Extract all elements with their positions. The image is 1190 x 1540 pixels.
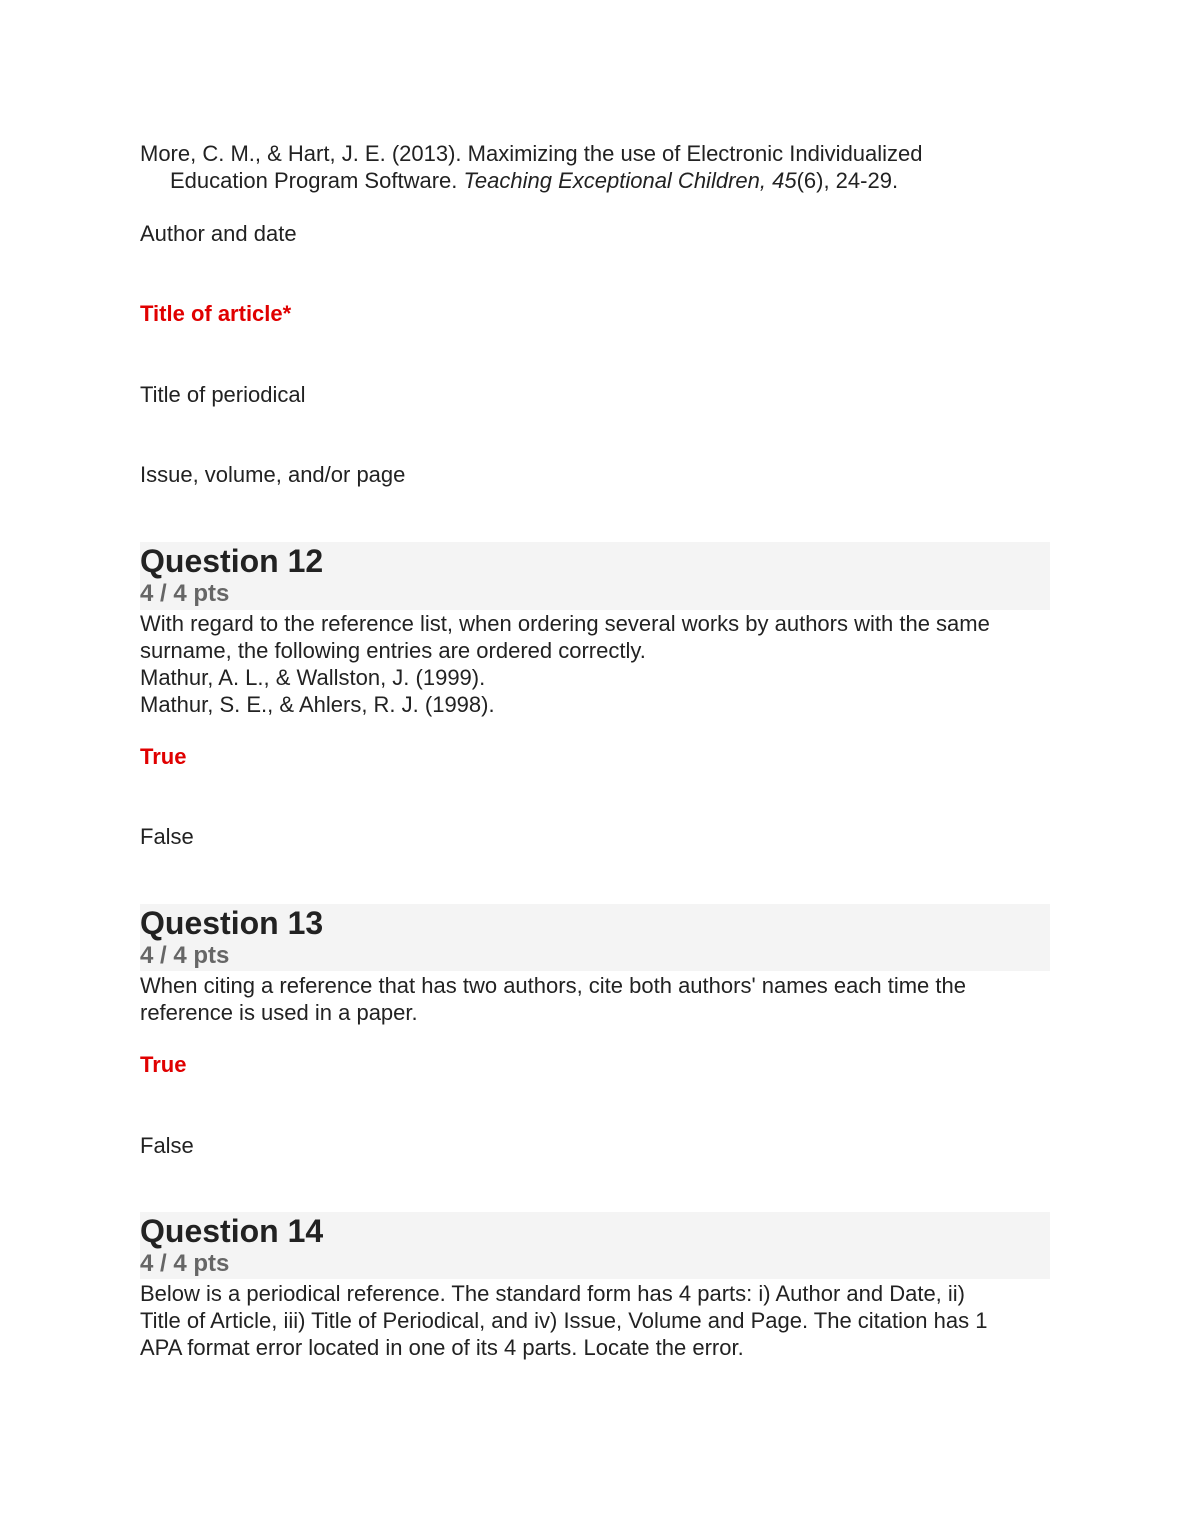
- question-12-prompt-line: surname, the following entries are ordered correctly.: [140, 638, 646, 663]
- question-14-points: 4 / 4 pts: [140, 1250, 230, 1277]
- question-13-title: Question 13: [140, 905, 324, 941]
- question-13-header: [140, 904, 1050, 971]
- reference-issue-pages-part: (6), 24-29.: [796, 168, 899, 193]
- question-14-prompt: [140, 1280, 1050, 1361]
- reference-title-part: Education Program Software.: [170, 168, 464, 193]
- question-13-prompt-line: reference is used in a paper.: [140, 1000, 418, 1025]
- q11-option-author-date[interactable]: Author and date: [140, 221, 297, 246]
- reference-citation-line-1: More, C. M., & Hart, J. E. (2013). Maximizing the use of Electronic Individualized: [140, 141, 923, 166]
- q13-option-false[interactable]: False: [140, 1133, 194, 1158]
- question-12-prompt-line: With regard to the reference list, when ordering several works by authors with the same: [140, 611, 990, 636]
- question-12-header: [140, 542, 1050, 610]
- reference-citation-line-2: [170, 167, 898, 194]
- question-12-entry-line: Mathur, S. E., & Ahlers, R. J. (1998).: [140, 692, 495, 717]
- question-13-points: 4 / 4 pts: [140, 942, 230, 969]
- question-14-prompt-line: Below is a periodical reference. The standard form has 4 parts: i) Author and Date, ii): [140, 1281, 966, 1306]
- question-12-title: Question 12: [140, 543, 324, 579]
- question-14-prompt-line: Title of Article, iii) Title of Periodical, and iv) Issue, Volume and Page. The citation has 1: [140, 1308, 988, 1333]
- question-14-title: Question 14: [140, 1213, 324, 1249]
- q11-option-title-of-periodical[interactable]: Title of periodical: [140, 382, 306, 407]
- question-13-prompt: [140, 972, 1050, 1026]
- reference-journal-part: Teaching Exceptional Children, 45: [463, 168, 797, 193]
- question-12-points: 4 / 4 pts: [140, 580, 230, 607]
- question-14-prompt-line: APA format error located in one of its 4 parts. Locate the error.: [140, 1335, 744, 1360]
- q13-option-true-selected[interactable]: True: [140, 1052, 187, 1077]
- question-12-prompt: [140, 610, 1050, 718]
- question-14-header: [140, 1212, 1050, 1279]
- question-13-prompt-line: When citing a reference that has two authors, cite both authors' names each time the: [140, 973, 966, 998]
- q12-option-true-selected[interactable]: True: [140, 744, 187, 769]
- q11-option-issue-volume-page[interactable]: Issue, volume, and/or page: [140, 462, 406, 487]
- q12-option-false[interactable]: False: [140, 824, 194, 849]
- q11-option-title-of-article-selected[interactable]: Title of article*: [140, 301, 292, 326]
- question-12-entry-line: Mathur, A. L., & Wallston, J. (1999).: [140, 665, 486, 690]
